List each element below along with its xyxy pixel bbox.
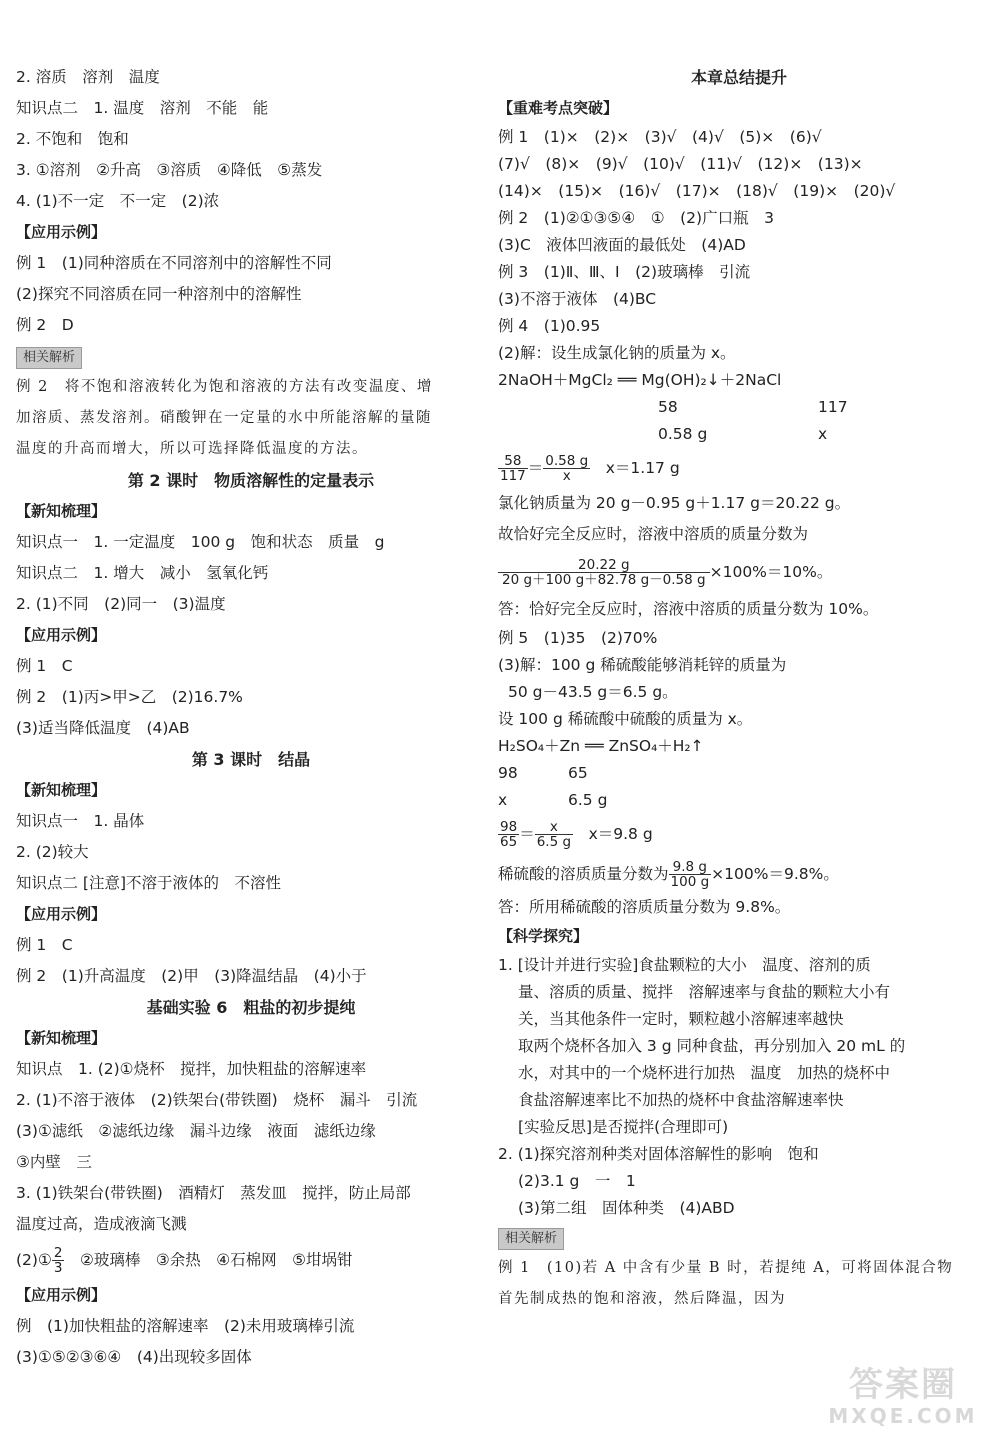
example-line: 例 2 D (16, 316, 74, 334)
lesson-title: 基础实验 6 粗盐的初步提纯 (146, 998, 356, 1017)
text-line: 氯化钠质量为 20 g－0.95 g＋1.17 g＝20.22 g。 (498, 494, 851, 512)
text-line: (14)× (15)× (16)√ (17)× (18)√ (19)× (20)√ (498, 182, 896, 200)
numerator: 9.8 g (669, 860, 712, 875)
section-heading: 【新知梳理】 (16, 781, 107, 799)
section-heading: 【重难考点突破】 (498, 99, 619, 117)
denominator: 65 (500, 834, 518, 850)
ratio-value: 65 (568, 764, 588, 782)
text-line: (7)√ (8)× (9)√ (10)√ (11)√ (12)× (13)× (498, 155, 863, 173)
fraction-line (16, 1240, 486, 1280)
text-line: (3)①⑤②③⑥④ (4)出现较多固体 (16, 1348, 252, 1366)
example-line: 例 2 (1)丙>甲>乙 (2)16.7% (16, 688, 243, 706)
example-line: 例 2 (1)②①③⑤④ ① (2)广口瓶 3 (498, 209, 774, 227)
proportion-line (498, 448, 980, 488)
lesson-title: 第 2 课时 物质溶解性的定量表示 (127, 471, 375, 490)
analysis-text: 加溶质、蒸发溶剂。硝酸钾在一定量的水中所能溶解的量随 (16, 410, 432, 426)
ratio-value: x (818, 425, 828, 443)
ratio-value: x (498, 791, 508, 809)
text-line: 3. ①溶剂 ②升高 ③溶质 ④降低 ⑤蒸发 (16, 161, 323, 179)
denominator: 117 (500, 468, 526, 484)
equation-ratio-line (498, 760, 980, 787)
text-line: (3)C 液体凹液面的最低处 (4)AD (498, 236, 746, 254)
ratio-value: 0.58 g (658, 425, 708, 443)
text-line: 2. (2)较大 (16, 843, 89, 861)
fraction (498, 820, 519, 849)
fraction (535, 820, 573, 849)
section-heading: 【应用示例】 (16, 223, 107, 241)
text-line: 食盐溶解速率比不加热的烧杯中食盐溶解速率快 (518, 1091, 844, 1109)
text-line: 2. 不饱和 饱和 (16, 130, 129, 148)
text-line: 量、溶质的质量、搅拌 溶解速率与食盐的颗粒大小有 (518, 983, 891, 1001)
section-heading: 【应用示例】 (16, 626, 107, 644)
fraction (498, 454, 528, 483)
analysis-text: 温度的升高而增大，所以可选择降低温度的方法。 (16, 441, 368, 457)
section-heading: 【应用示例】 (16, 905, 107, 923)
analysis-text: 首先制成热的饱和溶液，然后降温，因为 (498, 1291, 786, 1307)
left-column (16, 62, 486, 1373)
text-line: 3. (1)铁架台(带铁圈) 酒精灯 蒸发皿 搅拌，防止局部 (16, 1184, 411, 1202)
numerator: 20.22 g (498, 558, 710, 573)
watermark-url: MXQE.COM (828, 1404, 978, 1428)
example-line: 例 2 (1)升高温度 (2)甲 (3)降温结晶 (4)小于 (16, 967, 367, 985)
fraction (543, 454, 590, 483)
text-line: 2. (1)不同 (2)同一 (3)温度 (16, 595, 226, 613)
fraction (498, 558, 710, 587)
ratio-value: 6.5 g (568, 791, 608, 809)
formula-line (498, 854, 980, 894)
knowledge-point-line: 知识点一 1. 晶体 (16, 812, 145, 830)
ratio-value: 58 (658, 398, 678, 416)
denominator: 6.5 g (536, 834, 572, 850)
answer-line: 答：恰好完全反应时，溶液中溶质的质量分数为 10%。 (498, 600, 879, 618)
numerator: 0.58 g (545, 453, 589, 469)
proportion-line (498, 814, 980, 854)
result-text: ×100%＝9.8%。 (711, 865, 839, 883)
lesson-title: 第 3 课时 结晶 (191, 750, 311, 769)
text-line: (3)解：100 g 稀硫酸能够消耗锌的质量为 (498, 656, 787, 674)
ratio-value: 98 (498, 764, 518, 782)
text-line: 设 100 g 稀硫酸中硫酸的质量为 x。 (498, 710, 753, 728)
example-line: 例 5 (1)35 (2)70% (498, 629, 658, 647)
text-fragment: ②玻璃棒 ③余热 ④石棉网 ⑤坩埚钳 (79, 1251, 353, 1269)
equation-ratio-line (498, 787, 980, 814)
right-column (498, 62, 980, 1315)
denominator: 100 g (670, 874, 710, 890)
knowledge-point-line: 知识点二 [注意]不溶于液体的 不溶性 (16, 874, 282, 892)
text-line: (3)第二组 固体种类 (4)ABD (518, 1199, 735, 1217)
text-line: (3)①滤纸 ②滤纸边缘 漏斗边缘 液面 滤纸边缘 (16, 1122, 376, 1140)
answer-line: 答：所用稀硫酸的溶质质量分数为 9.8%。 (498, 898, 791, 916)
result-text: ×100%＝10%。 (709, 563, 833, 581)
numerator: 98 (500, 819, 518, 835)
section-heading: 【新知梳理】 (16, 502, 107, 520)
example-line: 例 1 (1)× (2)× (3)√ (4)√ (5)× (6)√ (498, 128, 822, 146)
section-heading: 【应用示例】 (16, 1286, 107, 1304)
result-text: x＝1.17 g (605, 459, 680, 477)
text-line: ③内壁 三 (16, 1153, 92, 1171)
knowledge-point-line: 知识点 1. (2)①烧杯 搅拌，加快粗盐的溶解速率 (16, 1060, 367, 1078)
analysis-text: 例 1 (10)若 A 中含有少量 B 时，若提纯 A，可将固体混合物 (498, 1260, 954, 1276)
numerator: x (535, 820, 573, 835)
numerator: 2 (53, 1245, 63, 1261)
example-line: 例 (1)加快粗盐的溶解速率 (2)未用玻璃棒引流 (16, 1317, 355, 1335)
text-line: 关，当其他条件一定时，颗粒越小溶解速率越快 (518, 1010, 844, 1028)
equation-line: 2NaOH＋MgCl₂ ══ Mg(OH)₂↓＋2NaCl (498, 371, 782, 389)
chapter-title: 本章总结提升 (690, 68, 787, 87)
watermark-logo (818, 1366, 988, 1436)
text-line: 2. (1)探究溶剂种类对固体溶解性的影响 饱和 (498, 1145, 819, 1163)
equals-sign: ＝ (527, 459, 544, 477)
equals-sign: ＝ (519, 825, 535, 843)
equation-line: H₂SO₄＋Zn ══ ZnSO₄＋H₂↑ (498, 737, 704, 755)
text-line: 取两个烧杯各加入 3 g 同种食盐，再分别加入 20 mL 的 (518, 1037, 906, 1055)
text-line: (3)不溶于液体 (4)BC (498, 290, 657, 308)
text-line: 1. [设计并进行实验]食盐颗粒的大小 温度、溶剂的质 (498, 956, 871, 974)
equation-ratio-line (498, 421, 980, 448)
text-line: 2. 溶质 溶剂 温度 (16, 68, 160, 86)
section-heading: 【新知梳理】 (16, 1029, 107, 1047)
text-line: (2)探究不同溶质在同一种溶剂中的溶解性 (16, 285, 302, 303)
fraction (52, 1246, 65, 1275)
text-line: (3)适当降低温度 (4)AB (16, 719, 190, 737)
section-heading: 【科学探究】 (498, 927, 589, 945)
text-line: 2. (1)不溶于液体 (2)铁架台(带铁圈) 烧杯 漏斗 引流 (16, 1091, 418, 1109)
example-line: 例 1 C (16, 657, 73, 675)
knowledge-point-line: 知识点二 1. 温度 溶剂 不能 能 (16, 99, 269, 117)
denominator: x (562, 468, 571, 484)
analysis-text: 例 2 将不饱和溶液转化为饱和溶液的方法有改变温度、增 (16, 379, 433, 395)
denominator: 20 g＋100 g＋82.78 g－0.58 g (502, 572, 706, 588)
analysis-tag: 相关解析 (498, 1228, 564, 1250)
text-line: 故恰好完全反应时，溶液中溶质的质量分数为 (498, 525, 809, 543)
text-line: 4. (1)不一定 不一定 (2)浓 (16, 192, 220, 210)
example-line: 例 4 (1)0.95 (498, 317, 601, 335)
equation-ratio-line (498, 394, 980, 421)
denominator: 3 (53, 1260, 63, 1276)
text-line: (2)解：设生成氯化钠的质量为 x。 (498, 344, 736, 362)
example-line: 例 3 (1)Ⅱ、Ⅲ、Ⅰ (2)玻璃棒 引流 (498, 263, 751, 281)
result-text: x＝9.8 g (588, 825, 653, 843)
text-fragment: (2)① (16, 1251, 52, 1269)
ratio-value: 117 (818, 398, 848, 416)
formula-line (498, 550, 980, 594)
analysis-tag: 相关解析 (16, 347, 82, 369)
knowledge-point-line: 知识点二 1. 增大 减小 氢氧化钙 (16, 564, 269, 582)
text-line: 50 g－43.5 g＝6.5 g。 (508, 683, 678, 701)
example-line: 例 1 (1)同种溶质在不同溶剂中的溶解性不同 (16, 254, 332, 272)
text-line: [实验反思]是否搅拌(合理即可) (518, 1118, 729, 1136)
numerator: 58 (498, 454, 528, 469)
text-line: 水，对其中的一个烧杯进行加热 温度 加热的烧杯中 (518, 1064, 891, 1082)
fraction (669, 860, 712, 889)
watermark-text: 答案圈 (849, 1365, 957, 1405)
text-fragment: 稀硫酸的溶质质量分数为 (498, 865, 669, 883)
example-line: 例 1 C (16, 936, 73, 954)
knowledge-point-line: 知识点一 1. 一定温度 100 g 饱和状态 质量 g (16, 533, 385, 551)
text-line: 温度过高，造成液滴飞溅 (16, 1215, 187, 1233)
text-line: (2)3.1 g 一 1 (518, 1172, 636, 1190)
